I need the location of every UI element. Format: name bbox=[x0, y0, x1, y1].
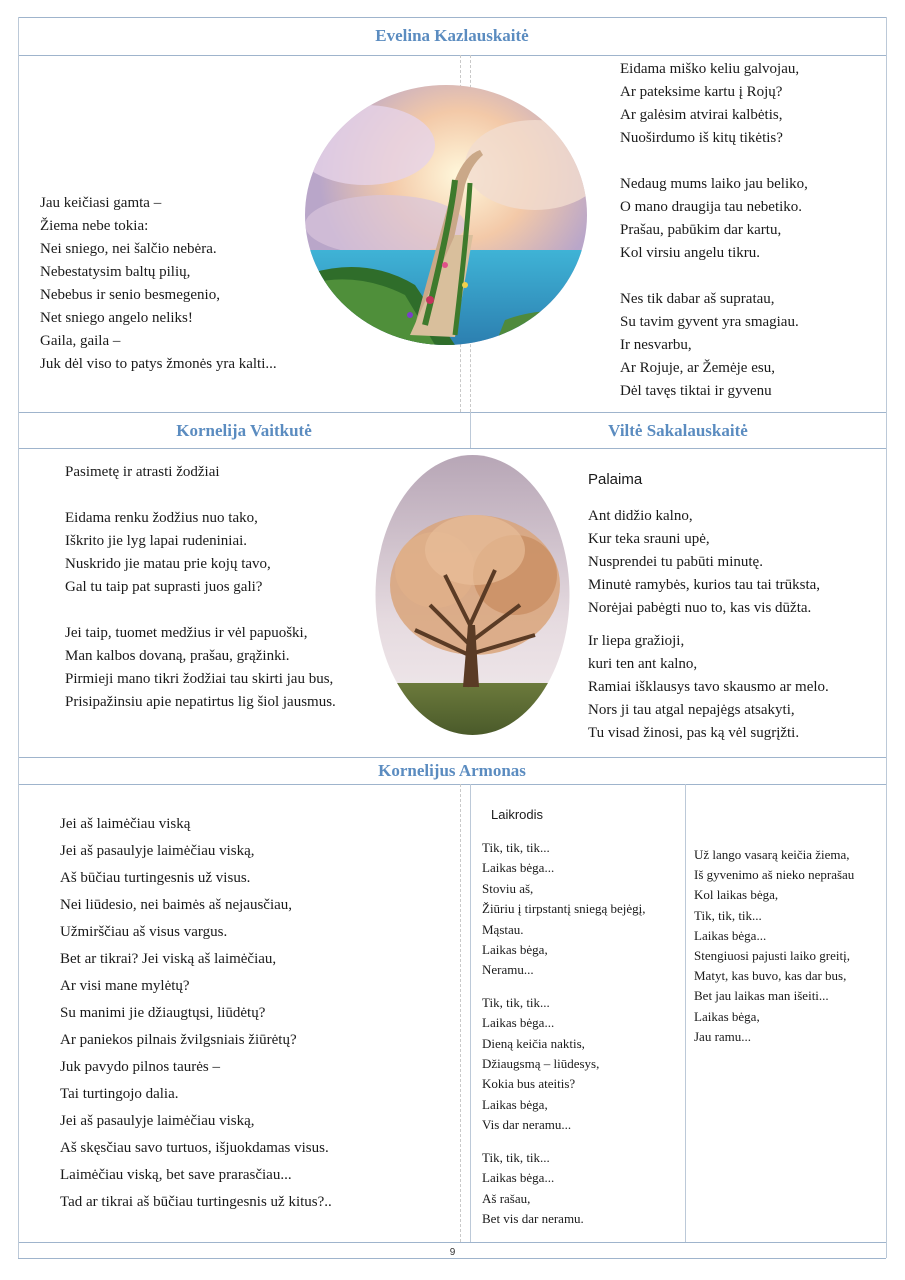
poem-line: Dėl tavęs tiktai ir gyvenu bbox=[620, 383, 772, 399]
autumn-tree-image bbox=[375, 455, 570, 735]
poem-line: Laikas bėga... bbox=[482, 860, 555, 876]
poem-line: Ar galėsim atvirai kalbėtis, bbox=[620, 107, 783, 123]
poem-kornelija bbox=[65, 461, 336, 714]
rule-under-heading-1 bbox=[18, 55, 886, 56]
poem-line: Jei taip, tuomet medžius ir vėl papuoški, bbox=[65, 625, 308, 641]
poem-line: Nei liūdesio, nei baimės aš nejausčiau, bbox=[60, 897, 293, 913]
poem-line: Tik, tik, tik... bbox=[694, 907, 762, 923]
poem-line: Laikas bėga... bbox=[482, 1015, 555, 1031]
column-divider-bottom-2 bbox=[470, 784, 471, 1242]
poem-line: Nuoširdumo iš kitų tikėtis? bbox=[620, 130, 783, 146]
page-number: 9 bbox=[449, 1247, 456, 1258]
poem-line: Nors ji tau atgal nepajėgs atsakyti, bbox=[588, 702, 795, 718]
poem-line: Ar Rojuje, ar Žemėje esu, bbox=[620, 360, 775, 376]
poem-line: kuri ten ant kalno, bbox=[588, 656, 698, 672]
column-divider-bottom-3 bbox=[685, 784, 686, 1242]
poem-line: Su manimi jie džiaugtųsi, liūdėtų? bbox=[60, 1005, 266, 1021]
poem-line: Ar visi mane mylėtų? bbox=[60, 978, 190, 994]
poem-line: Dieną keičia naktis, bbox=[482, 1035, 585, 1051]
poem-line: Laikas bėga, bbox=[694, 1008, 760, 1024]
poem-line: Jau ramu... bbox=[694, 1028, 752, 1044]
poem-line: Kur teka srauni upė, bbox=[588, 531, 710, 547]
poem-line: Laikas bėga, bbox=[482, 1096, 548, 1112]
poem-line: Ramiai išklausys tavo skausmo ar melo. bbox=[588, 679, 829, 695]
poem-line: Ir liepa gražioji, bbox=[588, 633, 685, 649]
poem-line: Vis dar neramu... bbox=[482, 1117, 572, 1133]
poem-line: Ar pateksime kartu į Rojų? bbox=[620, 84, 783, 100]
poem-line: Gaila, gaila – bbox=[40, 333, 121, 349]
poem-line: Nes tik dabar aš supratau, bbox=[620, 291, 775, 307]
poem-evelina-heaven bbox=[620, 58, 808, 403]
poem-line: Aš rašau, bbox=[482, 1190, 531, 1206]
poem-line: Iškrito jie lyg lapai rudeniniai. bbox=[65, 533, 248, 549]
poem-line: Užmirščiau aš visus vargus. bbox=[60, 924, 228, 940]
poem-line: Nei sniego, nei šalčio nebėra. bbox=[40, 241, 217, 257]
poem-line: Minutė ramybės, kurios tau tai trūksta, bbox=[588, 577, 821, 593]
poem-line: Jei aš laimėčiau viską bbox=[60, 816, 191, 832]
poem-line: Laikas bėga... bbox=[482, 1170, 555, 1186]
poem-line: O mano draugija tau nebetiko. bbox=[620, 199, 803, 215]
rule-bottom bbox=[18, 1258, 886, 1259]
poem-line: Mąstau. bbox=[482, 921, 524, 937]
rule-section-2 bbox=[18, 412, 886, 413]
poem-line: Kol laikas bėga, bbox=[694, 887, 779, 903]
poem-line: Eidama renku žodžius nuo tako, bbox=[65, 510, 258, 526]
poem-line: Kol virsiu angelu tikru. bbox=[620, 245, 760, 261]
poem-line: Ant didžio kalno, bbox=[588, 508, 693, 524]
poem-line: Tik, tik, tik... bbox=[482, 840, 550, 855]
rule-under-heading-2 bbox=[18, 448, 886, 449]
poem-line: Stengiuosi pajusti laiko greitį, bbox=[694, 948, 850, 964]
poem-line: Juk pavydo pilnos taurės – bbox=[60, 1059, 220, 1075]
poem-line: Nebebus ir senio besmegenio, bbox=[40, 287, 220, 303]
poem-line: Pirmieji mano tikri žodžiai tau skirti jau bus, bbox=[65, 671, 334, 687]
poem-line: Neramu... bbox=[482, 962, 534, 978]
poem-title-palaima: Palaima bbox=[588, 471, 643, 488]
poem-kornelijus-clock-continued bbox=[694, 845, 854, 1047]
poem-evelina-nature bbox=[40, 192, 277, 376]
poem-line: Bet jau laikas man išeiti... bbox=[694, 988, 829, 1004]
poem-line: Net sniego angelo neliks! bbox=[40, 310, 193, 326]
poem-title-laikrodis: Laikrodis bbox=[491, 807, 544, 822]
rule-footer bbox=[18, 1242, 886, 1243]
poem-line: Bet ar tikrai? Jei viską aš laimėčiau, bbox=[60, 951, 277, 967]
poem-line: Nusprendei tu pabūti minutę. bbox=[588, 554, 763, 570]
poem-line: Jei aš pasaulyje laimėčiau viską, bbox=[60, 843, 255, 859]
poem-line: Norėjai pabėgti nuo to, kas vis dūžta. bbox=[588, 600, 812, 616]
poem-title: Pasimetę ir atrasti žodžiai bbox=[65, 464, 220, 480]
poem-line: Tad ar tikrai aš būčiau turtingesnis už kitus?.. bbox=[60, 1194, 332, 1210]
poem-line: Gal tu taip pat suprasti juos gali? bbox=[65, 579, 263, 595]
poem-line: Tai turtingojo dalia. bbox=[60, 1086, 179, 1102]
poem-line: Ir nesvarbu, bbox=[620, 337, 692, 353]
poem-line: Aš būčiau turtingesnis už visus. bbox=[60, 870, 251, 886]
poem-kornelijus-win-everything bbox=[60, 811, 332, 1216]
poem-line: Prisipažinsiu apie nepatirtus lig šiol jausmus. bbox=[65, 694, 336, 710]
poem-line: Žiema nebe tokia: bbox=[40, 218, 149, 234]
frame-right bbox=[886, 17, 887, 1258]
rule-under-heading-3 bbox=[18, 784, 886, 785]
poem-line: Nuskrido jie matau prie kojų tavo, bbox=[65, 556, 271, 572]
poem-vilte bbox=[588, 505, 829, 745]
poem-line: Nedaug mums laiko jau beliko, bbox=[620, 176, 808, 192]
poem-line: Ar paniekos pilnais žvilgsniais žiūrėtų? bbox=[60, 1032, 297, 1048]
poem-line: Tik, tik, tik... bbox=[482, 994, 550, 1010]
poem-line: Juk dėl viso to patys žmonės yra kalti... bbox=[40, 356, 277, 372]
poem-line: Eidama miško keliu galvojau, bbox=[620, 61, 800, 77]
poem-line: Bet vis dar neramu. bbox=[482, 1210, 584, 1226]
poem-line: Džiaugsmą – liūdesys, bbox=[482, 1056, 600, 1072]
poem-line: Jau keičiasi gamta – bbox=[40, 195, 162, 211]
poem-line: Tu visad žinosi, pas ką vėl sugrįžti. bbox=[588, 725, 800, 741]
poem-line: Man kalbos dovaną, prašau, grąžinki. bbox=[65, 648, 290, 664]
poem-line: Jei aš pasaulyje laimėčiau viską, bbox=[60, 1113, 255, 1129]
poem-line: Laikas bėga... bbox=[694, 927, 767, 943]
column-divider-bottom bbox=[460, 784, 461, 1242]
poem-line: Nebestatysim baltų pilių, bbox=[40, 264, 191, 280]
poem-line: Kokia bus ateitis? bbox=[482, 1076, 576, 1092]
poem-line: Su tavim gyvent yra smagiau. bbox=[620, 314, 799, 330]
poem-line: Laimėčiau viską, bet save prarasčiau... bbox=[60, 1167, 292, 1183]
poem-line: Žiūriu į tirpstantį sniegą bejėgį, bbox=[482, 901, 646, 917]
poem-line: Prašau, pabūkim dar kartu, bbox=[620, 222, 782, 238]
poem-line: Laikas bėga, bbox=[482, 942, 548, 958]
frame-left bbox=[18, 17, 19, 1258]
stairway-to-heaven-image bbox=[305, 85, 587, 345]
author-heading-evelina: Evelina Kazlauskaitė bbox=[375, 26, 529, 45]
poem-line: Stoviu aš, bbox=[482, 880, 534, 896]
author-heading-kornelijus: Kornelijus Armonas bbox=[378, 761, 526, 780]
poem-line: Aš skęsčiau savo turtuos, išjuokdamas visus. bbox=[60, 1140, 329, 1156]
poem-line: Iš gyvenimo aš nieko neprašau bbox=[694, 867, 855, 883]
poem-line: Matyt, kas buvo, kas dar bus, bbox=[694, 968, 847, 984]
author-heading-kornelija: Kornelija Vaitkutė bbox=[176, 421, 312, 440]
poem-line: Tik, tik, tik... bbox=[482, 1149, 550, 1165]
author-heading-vilte: Viltė Sakalauskaitė bbox=[608, 421, 748, 440]
poem-kornelijus-clock bbox=[482, 838, 646, 1229]
rule-top bbox=[18, 17, 886, 18]
poem-line: Už lango vasarą keičia žiema, bbox=[694, 847, 850, 862]
